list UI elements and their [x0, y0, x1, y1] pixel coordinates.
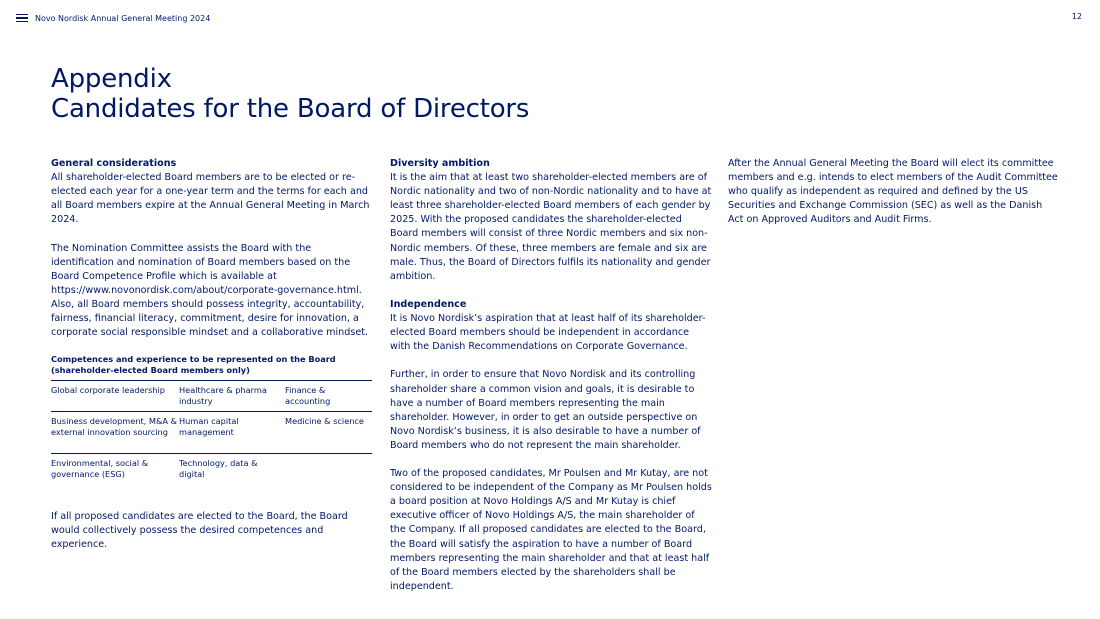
general-paragraph-1: All shareholder-elected Board members are to be elected or re-elected each year for a one-year term and the terms for each and all Board members expire at the Annual General Meeting in March 2024.: [51, 172, 370, 226]
independence-paragraph-2: Further, in order to ensure that Novo Nordisk and its controlling shareholder share a common vision and goals, it is desirable to have a number of Board members representing the main shareholder. However, in order to get an outside perspective on Novo Nordisk’s business, it is also desirable to have a number of Board members who do not represent the main shareholder.: [390, 369, 701, 451]
table-cell: Global corporate leadership: [51, 385, 165, 395]
general-heading: General considerations: [51, 158, 177, 169]
table-cell: Environmental, social & governance (ESG): [51, 458, 149, 479]
table-row: [51, 453, 372, 483]
table-row: [51, 380, 372, 411]
general-considerations-section: [51, 157, 373, 340]
table-cell: Technology, data & digital: [179, 458, 258, 479]
table-cell: [285, 458, 372, 483]
competences-table: [51, 380, 372, 483]
page-number: 12: [1071, 12, 1082, 21]
committees-paragraph: After the Annual General Meeting the Board will elect its committee members and e.g. intends to elect members of the Audit Committee who qualify as independent as required and defined by the US Securities and Exchange Commission (SEC) as well as the Danish Act on Approved Auditors and Audit Firms.: [728, 158, 1058, 226]
page-title: [51, 64, 529, 124]
table-cell: Medicine & science: [285, 416, 364, 426]
table-cell: Business development, M&A & external innovation sourcing: [51, 416, 177, 437]
competences-table-title: Competences and experience to be represented on the Board (shareholder-elected Board members only): [51, 354, 336, 375]
page-title-line-2: Candidates for the Board of Directors: [51, 94, 530, 124]
diversity-paragraph: It is the aim that at least two shareholder-elected members are of Nordic nationality and two of non-Nordic nationality and to have at least three shareholder-elected Board members of each gender by 2025. With the proposed candidates the shareholder-elected Board members will consist of three Nordic members and six non-Nordic members. Of these, three members are female and six are male. Thus, the Board of Directors fulfils its nationality and gender ambition.: [390, 172, 712, 282]
table-cell: Healthcare & pharma industry: [179, 385, 267, 406]
diversity-heading: Diversity ambition: [390, 158, 490, 169]
general-paragraph-2: The Nomination Committee assists the Board with the identification and nomination of Board members based on the Board Competence Profile which is available at https://www.novonordisk.com/about/corporate-governance.html. Also, all Board members should possess integrity, accountability, fairness, financial literacy, commitment, desire for innovation, a corporate social responsible mindset and a collaborative mindset.: [51, 242, 369, 339]
menu-icon[interactable]: [16, 14, 28, 23]
independence-paragraph-1: It is Novo Nordisk’s aspiration that at least half of its shareholder-elected Board members should be independent in accordance with the Danish Recommendations on Corporate Governance.: [390, 313, 706, 353]
committees-section: [728, 157, 1058, 227]
table-cell: Finance & accounting: [285, 385, 331, 406]
meeting-title: Novo Nordisk Annual General Meeting 2024: [35, 13, 211, 23]
top-bar: [16, 12, 1082, 24]
table-row: [51, 411, 372, 453]
diversity-independence-section: [390, 157, 712, 594]
page-title-line-1: Appendix: [51, 64, 172, 94]
independence-heading: Independence: [390, 298, 467, 310]
independence-paragraph-3: Two of the proposed candidates, Mr Poulsen and Mr Kutay, are not considered to be independent of the Company as Mr Poulsen holds a board position at Novo Holdings A/S and Mr Kutay is chief executive officer of Novo Holdings A/S, the main shareholder of the Company. If all proposed candidates are elected to the Board, the Board will satisfy the aspiration to have a number of Board members representing the main shareholder and that at least half of the Board members elected by the shareholders shall be independent.: [390, 468, 712, 592]
closing-statement: If all proposed candidates are elected to the Board, the Board would collectively possess the desired competences and experience.: [51, 511, 348, 551]
table-cell: Human capital management: [179, 416, 239, 437]
